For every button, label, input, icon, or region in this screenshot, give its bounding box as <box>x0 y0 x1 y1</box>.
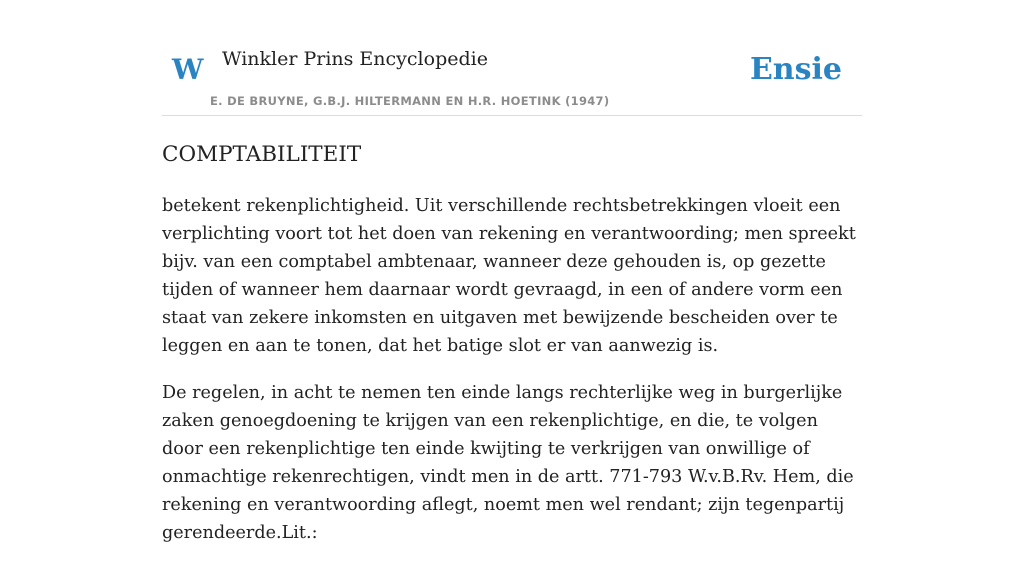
publication-title-link[interactable]: Winkler Prins Encyclopedie <box>222 48 488 70</box>
document-page <box>162 0 862 543</box>
entry-title: COMPTABILITEIT <box>162 142 362 167</box>
publication-logo-icon[interactable]: W <box>172 53 204 86</box>
entry-body <box>162 192 862 566</box>
entry-paragraph-2: De regelen, in acht te nemen ten einde langs rechterlijke weg in burgerlijke zaken genoegdoening te krijgen van een rekenplichtige, en die, te volgen door een rekenplichtige ten einde kwijting te verkrijgen van onwillige of onmachtige rekenrechtigen, vindt men in de artt. 771-793 W.v.B.Rv. Hem, die rekening en verantwoording aflegt, noemt men wel rendant; zijn tegenpartij gerendeerde.Lit.: <box>162 383 854 543</box>
ensie-brand-logo[interactable]: Ensie <box>749 52 842 87</box>
header-divider <box>162 115 862 116</box>
publication-authors: E. DE BRUYNE, G.B.J. HILTERMANN EN H.R. HOETINK (1947) <box>210 94 610 108</box>
entry-paragraph-1: betekent rekenplichtigheid. Uit verschillende rechtsbetrekkingen vloeit een verplichting voort tot het doen van rekening en verantwoording; men spreekt bijv. van een comptabel ambtenaar, wanneer deze gehouden is, op gezette tijden of wanneer hem daarnaar wordt gevraagd, in een of andere vorm een staat van zekere inkomsten en uitgaven met bewijzende bescheiden over te leggen en aan te tonen, dat het batige slot er van aanwezig is. <box>162 196 856 356</box>
